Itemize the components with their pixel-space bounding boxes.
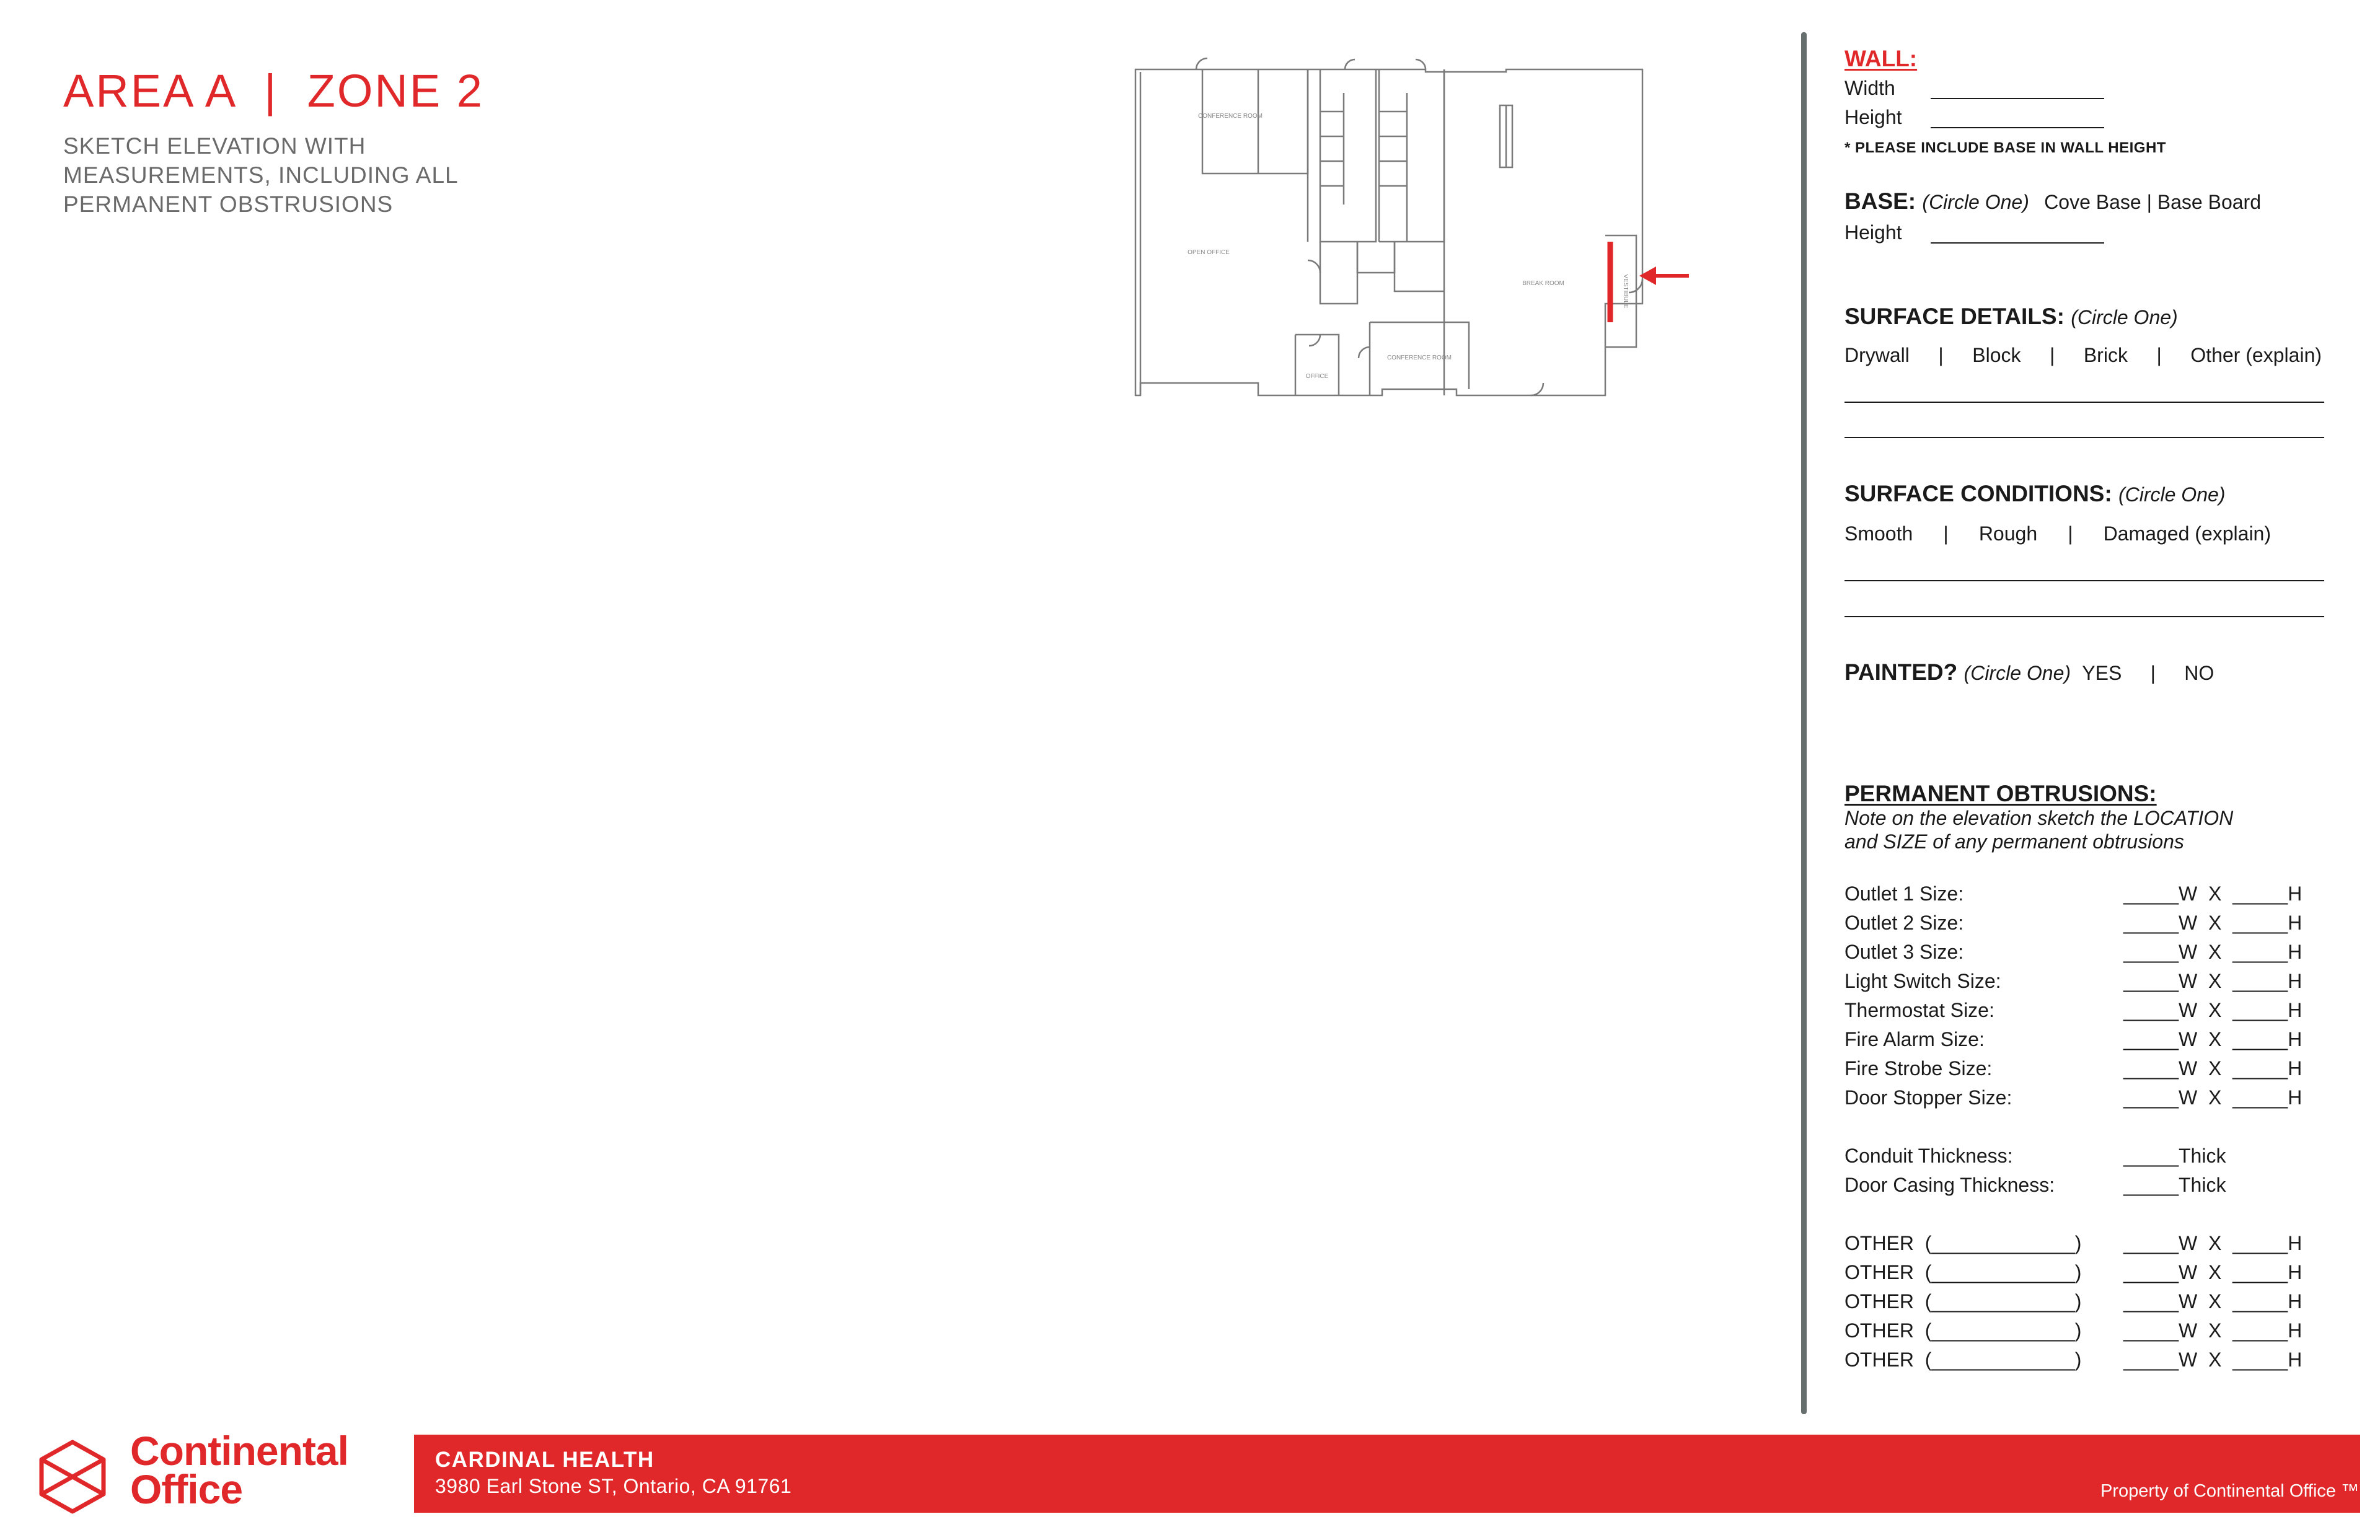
obtrusion-size-fields[interactable]: _____W X _____H: [2123, 941, 2303, 963]
room-label: OFFICE: [1305, 373, 1329, 380]
obtrusion-label[interactable]: OTHER (_____________): [1844, 1349, 2082, 1371]
obtrusion-row-conduit: [1844, 1145, 2328, 1174]
wall-height-field[interactable]: [1931, 127, 2104, 128]
option-separator: |: [2156, 344, 2162, 366]
obtrusion-row-other: [1844, 1349, 2328, 1378]
obtrusion-label[interactable]: OTHER (_____________): [1844, 1232, 2082, 1254]
option-rough[interactable]: Rough: [1978, 522, 2038, 545]
option-no[interactable]: NO: [2184, 662, 2215, 684]
obtrusion-thickness-field[interactable]: _____Thick: [2123, 1174, 2226, 1196]
obtrusion-size-fields[interactable]: _____W X _____H: [2123, 1232, 2303, 1254]
base-heading-label: BASE:: [1844, 188, 1916, 214]
obtrusion-row-other: [1844, 1232, 2328, 1261]
wall-width-label: Width: [1844, 77, 1895, 99]
base-options[interactable]: Cove Base | Base Board: [2044, 191, 2261, 213]
option-brick[interactable]: Brick: [2083, 344, 2128, 366]
room-label: CONFERENCE ROOM: [1387, 354, 1452, 361]
obtrusions-note-line: Note on the elevation sketch the LOCATION: [1844, 807, 2234, 829]
subtitle-line: PERMANENT OBSTRUSIONS: [63, 191, 394, 217]
page-subtitle: [63, 131, 459, 219]
option-damaged[interactable]: Damaged (explain): [2103, 522, 2271, 545]
obtrusion-thickness-field[interactable]: _____Thick: [2123, 1145, 2226, 1167]
obtrusion-label[interactable]: OTHER (_____________): [1844, 1261, 2082, 1283]
obtrusion-label[interactable]: OTHER (_____________): [1844, 1319, 2082, 1342]
option-smooth[interactable]: Smooth: [1844, 522, 1913, 545]
obtrusion-size-fields[interactable]: _____W X _____H: [2123, 970, 2303, 992]
option-separator: |: [2150, 662, 2156, 684]
obtrusion-size-fields[interactable]: _____W X _____H: [2123, 1290, 2303, 1313]
obtrusion-row-fire-alarm: [1844, 1028, 2328, 1057]
obtrusion-row-door-casing: [1844, 1174, 2328, 1203]
obtrusion-size-fields[interactable]: _____W X _____H: [2123, 1319, 2303, 1342]
base-hint: (Circle One): [1922, 191, 2029, 213]
obtrusions-heading: PERMANENT OBTRUSIONS:: [1844, 781, 2157, 806]
obtrusion-label: Door Casing Thickness:: [1844, 1174, 2055, 1196]
obtrusion-row-outlet-3: [1844, 941, 2328, 970]
surface-conditions-label: SURFACE CONDITIONS:: [1844, 481, 2112, 506]
obtrusion-size-fields[interactable]: _____W X _____H: [2123, 1261, 2303, 1283]
logo-line: Office: [130, 1466, 243, 1512]
option-drywall[interactable]: Drywall: [1844, 344, 1910, 366]
wall-height-note: * PLEASE INCLUDE BASE IN WALL HEIGHT: [1844, 139, 2166, 156]
base-height-field[interactable]: [1931, 242, 2104, 244]
subtitle-line: SKETCH ELEVATION WITH: [63, 133, 366, 159]
option-block[interactable]: Block: [1972, 344, 2021, 366]
arrow-left-icon: [1639, 266, 1689, 285]
obtrusion-size-fields[interactable]: _____W X _____H: [2123, 999, 2303, 1021]
surface-conditions-hint: (Circle One): [2118, 483, 2226, 506]
painted-label: PAINTED?: [1844, 659, 1958, 685]
painted-heading: [1844, 659, 2214, 685]
option-yes[interactable]: YES: [2082, 662, 2122, 684]
page-title: AREA A | ZONE 2: [63, 65, 484, 117]
client-address: 3980 Earl Stone ST, Ontario, CA 91761: [435, 1475, 792, 1497]
obtrusion-size-fields[interactable]: _____W X _____H: [2123, 1086, 2303, 1109]
obtrusion-row-light-switch: [1844, 970, 2328, 999]
obtrusion-row-outlet-1: [1844, 882, 2328, 912]
room-label: CONFERENCE ROOM: [1198, 113, 1263, 120]
obtrusion-label: Outlet 1 Size:: [1844, 882, 1964, 905]
wall-heading: WALL:: [1844, 46, 1918, 71]
obtrusion-row-other: [1844, 1261, 2328, 1290]
obtrusion-row-thermostat: [1844, 999, 2328, 1028]
obtrusion-size-fields[interactable]: _____W X _____H: [2123, 1028, 2303, 1050]
subtitle-line: MEASUREMENTS, INCLUDING ALL: [63, 162, 459, 188]
obtrusion-label[interactable]: OTHER (_____________): [1844, 1290, 2082, 1313]
surface-details-explain-line[interactable]: [1844, 402, 2324, 403]
vertical-divider: [1801, 32, 1807, 1414]
option-separator: |: [1943, 522, 1949, 545]
option-separator: |: [2068, 522, 2073, 545]
surface-details-options: [1844, 344, 2322, 367]
obtrusion-row-other: [1844, 1319, 2328, 1349]
obtrusion-size-fields[interactable]: _____W X _____H: [2123, 882, 2303, 905]
obtrusions-note-line: and SIZE of any permanent obtrusions: [1844, 830, 2184, 853]
base-heading: [1844, 188, 2261, 214]
client-name: CARDINAL HEALTH: [435, 1448, 654, 1472]
obtrusion-label: Fire Strobe Size:: [1844, 1057, 1993, 1080]
option-other[interactable]: Other (explain): [2190, 344, 2322, 366]
surface-details-label: SURFACE DETAILS:: [1844, 304, 2065, 329]
obtrusion-label: Fire Alarm Size:: [1844, 1028, 1985, 1050]
room-label: VESTIBULE: [1622, 274, 1629, 309]
obtrusion-label: Conduit Thickness:: [1844, 1145, 2013, 1167]
obtrusion-label: Door Stopper Size:: [1844, 1086, 2012, 1109]
wall-height-label: Height: [1844, 106, 1902, 128]
obtrusion-row-door-stopper: [1844, 1086, 2328, 1115]
floor-plan: [1134, 56, 1704, 421]
surface-conditions-options: [1844, 522, 2271, 545]
painted-hint: (Circle One): [1963, 662, 2071, 684]
surface-conditions-explain-line[interactable]: [1844, 616, 2324, 617]
surface-conditions-explain-line[interactable]: [1844, 580, 2324, 581]
room-label: BREAK ROOM: [1522, 280, 1564, 287]
obtrusion-label: Light Switch Size:: [1844, 970, 2001, 992]
obtrusion-row-outlet-2: [1844, 912, 2328, 941]
surface-conditions-heading: [1844, 481, 2225, 507]
base-height-label: Height: [1844, 221, 1902, 244]
surface-details-heading: [1844, 304, 2178, 330]
continental-office-logo-icon: [38, 1439, 107, 1515]
wall-width-field[interactable]: [1931, 98, 2104, 99]
obtrusion-row-other: [1844, 1290, 2328, 1319]
room-label: OPEN OFFICE: [1188, 249, 1230, 256]
obtrusion-size-fields[interactable]: _____W X _____H: [2123, 912, 2303, 934]
obtrusion-label: Outlet 3 Size:: [1844, 941, 1964, 963]
property-note: Property of Continental Office ™: [2100, 1481, 2359, 1501]
surface-details-explain-line[interactable]: [1844, 437, 2324, 438]
option-separator: |: [2050, 344, 2055, 366]
option-separator: |: [1938, 344, 1944, 366]
surface-details-hint: (Circle One): [2071, 306, 2178, 328]
obtrusion-row-fire-strobe: [1844, 1057, 2328, 1086]
obtrusion-label: Thermostat Size:: [1844, 999, 1994, 1021]
logo-line: Continental: [130, 1428, 348, 1474]
obtrusion-label: Outlet 2 Size:: [1844, 912, 1964, 934]
obtrusion-size-fields[interactable]: _____W X _____H: [2123, 1057, 2303, 1080]
continental-office-wordmark: [130, 1428, 348, 1512]
footer-bar: [414, 1435, 2360, 1513]
obtrusion-size-fields[interactable]: _____W X _____H: [2123, 1349, 2303, 1371]
